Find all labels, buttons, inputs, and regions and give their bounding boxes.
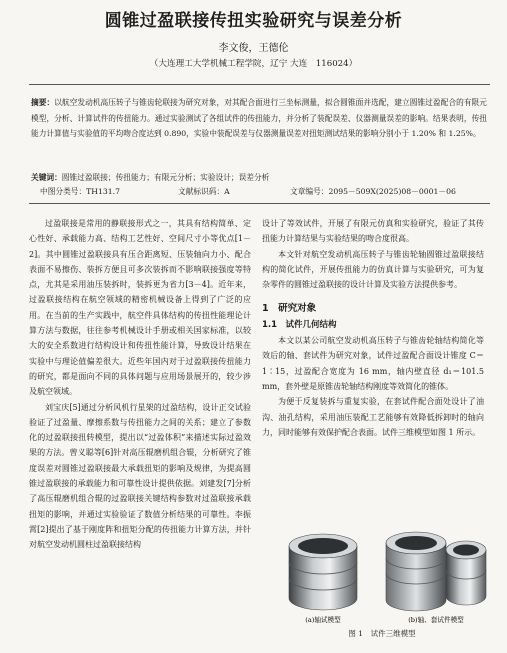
left-paragraph-1: 过盈联接是常用的静联接形式之一，其具有结构简单、定心性好、承载能力高、结构工艺性好、空间尺寸小等优点[1－2]。其中圆锥过盈联接具有压合距离短、压装轴向力小、配合表面不易擦伤、装拆方便且可多次装拆而不影响联接强度等特点，尤其是采用油压装拆时，装拆更为省力[3－4]。近年来，过盈联接结构在航空领域的精密机械设备上得到了广泛的应用。在当前的生产实践中，航空件具体结构的传扭性能理论计算方法与数据，往往参考机械设计手册或相关国家标准，以较大的安全系数进行结构设计和传扭性能计算，导致设计结果在实验中与理论值偏差很大。近些年国内对于过盈联接传扭能力的研究，都是面向不同的具体问题与应用场景展开的，较少涉及航空领域。 (29, 219, 251, 397)
abstract (31, 95, 487, 142)
authors: 李文俊，王德伦 (218, 43, 289, 54)
section-1-heading: 1 研究对象 (262, 303, 317, 315)
paper-title: 圆锥过盈联接传扭实验研究与误差分析 (104, 11, 403, 31)
keywords-label: 关键词： (31, 173, 62, 182)
abstract-label: 摘要： (31, 98, 55, 107)
abstract-bottom-divider (29, 203, 490, 204)
figure-1a-label: (a)轴试模型 (305, 616, 341, 624)
right-paragraph-1: 设计了等效试件，开展了有限元仿真和实验研究，验证了其传扭能力计算结果与实验结果的吻合度很高。 (262, 219, 484, 244)
right-paragraph-4: 为便于反复装拆与重复实验，在套试件配合面处设计了油沟、油孔结构，采用油压装配工艺能够有效降低拆卸时的轴向力，同时能够有效保护配合表面。试件三维模型如图 1 所示。 (262, 397, 484, 437)
section-1-1-heading: 1.1 试件几何结构 (262, 319, 337, 330)
article-number: 文章编号：2095－509X(2025)08－0001－06 (290, 187, 456, 196)
affiliation: （大连理工大学机械工程学院，辽宁 大连 116024） (149, 59, 358, 69)
abstract-text: 以航空发动机高压转子与锥齿轮联接为研究对象，对其配合面进行三坐标测量，拟合圆锥面并选配，建立圆锥过盈配合的有限元模型，分析、计算试件的传扭能力。通过实验测试了各组试件的传扭能力，并分析了装配误差、仪器测量误差的影响。结果表明，传扭能力计算值与实验值的平均吻合度达到 0.890，实验中装配误差与仪器测量误差对扭矩测试结果的影响分别小于 1.20% 和 1.25%。 (31, 98, 487, 139)
right-paragraph-2: 本文针对航空发动机高压转子与锥齿轮轴圆锥过盈联接结构的简化试件，开展传扭能力的仿真计算与实验研究，可为复杂零件的圆锥过盈联接的设计计算及实验方法提供参考。 (262, 249, 484, 290)
keywords (31, 172, 487, 184)
right-column (262, 216, 484, 440)
figure-1-caption: 图 1 试件三维模型 (348, 629, 416, 638)
top-divider (29, 84, 490, 85)
right-paragraph-3: 本文以某公司航空发动机高压转子与锥齿轮轴结构简化等效后的轴、套试件为研究对象，试件过盈配合面设计锥度 C＝1∶15，过盈配合宽度为 16 mm，轴内壁直径 d₁＝101.5 mm，套外壁是原锥齿轮轴结构刚度等效简化的锥体。 (262, 336, 484, 391)
clc-number: 中图分类号：TH131.7 (40, 187, 120, 196)
shaft-model-image (289, 534, 357, 610)
shaft-sleeve-model-image (386, 532, 486, 611)
left-column (29, 216, 251, 553)
left-paragraph-2: 刘宝庆[5]通过分析风机行星架的过盈结构，设计正交试验验证了过盈量、摩擦系数与传扭能力之间的关系；建立了参数化的过盈联接扭转模型，提出以“过盈体积”来描述实际过盈效果的方法。曾义聪等[6]针对高压辊磨机组合辊，分析研究了锥度误差对圆锥过盈联接最大承载扭矩的影响及规律，为提高圆锥过盈联接的承载能力和可靠性设计提供依据。刘建发[7]分析了高压辊磨机组合辊的过盈联接关键结构参数对过盈联接承载扭矩的影响，并通过实验验证了数值分析结果的可靠性。李振霄[2]提出了基于刚度阵和扭矩分配的传扭能力计算方法，并针对航空发动机圆柱过盈联接结构 (29, 402, 251, 550)
document-code: 文献标识码：A (178, 187, 230, 196)
keywords-text: 圆锥过盈联接；传扭能力；有限元分析；实验设计；误差分析 (61, 173, 270, 182)
figure-1 (271, 518, 493, 628)
figure-1b-label: (b)轴、套试件模型 (408, 616, 464, 624)
